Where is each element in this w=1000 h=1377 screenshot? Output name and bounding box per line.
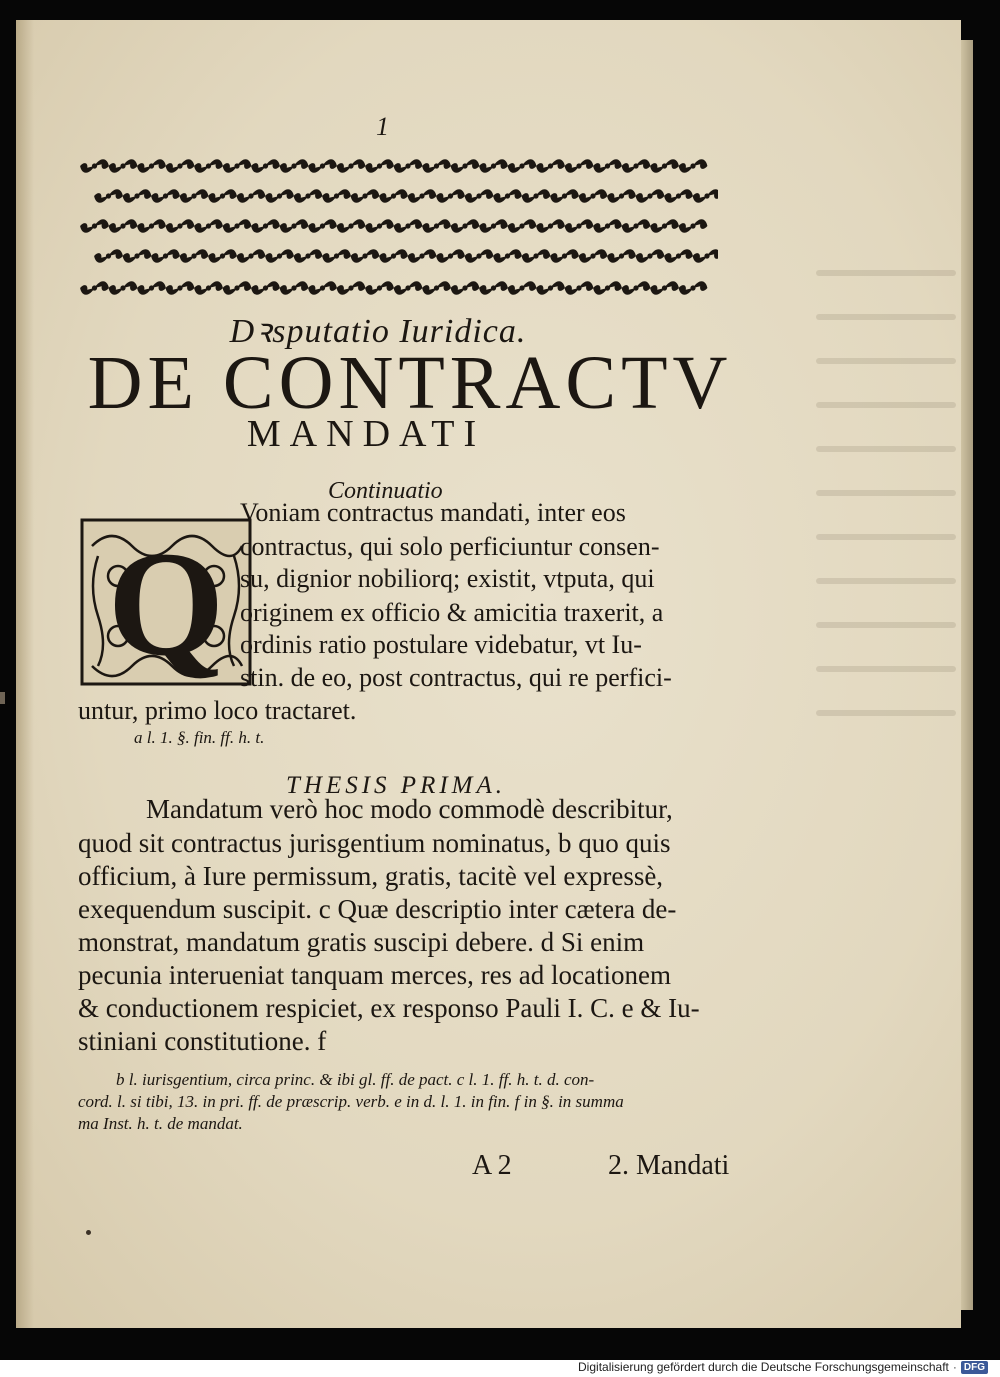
decorated-initial-q — [78, 516, 254, 688]
intro-line: contractus, qui solo perficiuntur consen- — [240, 532, 660, 561]
thesis-line: exequendum suscipit. c Quæ descriptio inter cætera de- — [78, 894, 677, 924]
thesis-line: & conductionem respiciet, ex responso Pauli I. C. e & Iu- — [78, 993, 700, 1023]
show-through-text — [816, 270, 956, 790]
intro-line: untur, primo loco tractaret. — [78, 696, 357, 725]
initial-letter: Q — [107, 521, 225, 687]
footnote-line: cord. l. si tibi, 13. in pri. ff. de præscrip. verb. e in d. l. 1. in fin. f in §. in summa — [78, 1092, 624, 1111]
section-heading-continuatio: Continuatio — [328, 478, 443, 504]
fleuron-headpiece-ornament — [78, 148, 718, 310]
thesis-line: monstrat, mandatum gratis suscipi debere. d Si enim — [78, 927, 645, 957]
main-title-line2: MANDATI — [246, 413, 486, 455]
thesis-line: stiniani constitutione. f — [78, 1026, 327, 1056]
page-gutter-shadow — [16, 20, 34, 1328]
intro-line: originem ex officio & amicitia traxerit, a — [240, 598, 664, 627]
thesis-line: quod sit contractus jurisgentium nominatus, b quo quis — [78, 828, 671, 858]
disputation-subtitle: Dꝛsputatio Iuridica. — [229, 313, 527, 350]
footnote-line: ma Inst. h. t. de mandat. — [78, 1114, 243, 1133]
catchword: 2. Mandati — [608, 1150, 730, 1181]
intro-line: stin. de eo, post contractus, qui re perfici- — [240, 663, 672, 692]
digitization-credit: Digitalisierung gefördert durch die Deutsche Forschungsgemeinschaft · DFG — [578, 1359, 988, 1375]
binding-mark — [0, 692, 5, 704]
ink-speck — [86, 1230, 91, 1235]
thesis-heading: THESIS PRIMA. — [286, 772, 507, 799]
thesis-line: Mandatum verò hoc modo commodè describitur, — [146, 794, 673, 824]
intro-line: Voniam contractus mandati, inter eos — [240, 498, 626, 527]
intro-line: su, dignior nobiliorq; existit, vtputa, qui — [240, 564, 655, 593]
main-title: DE CONTRACTV — [87, 341, 733, 425]
footnote-a: a l. 1. §. fin. ff. h. t. — [134, 728, 265, 747]
footnote-line: b l. iurisgentium, circa princ. & ibi gl. ff. de pact. c l. 1. ff. h. t. d. con- — [116, 1070, 595, 1089]
thesis-line: pecunia interueniat tanquam merces, res ad locationem — [78, 960, 671, 990]
credit-text: Digitalisierung gefördert durch die Deutsche Forschungsgemeinschaft — [578, 1360, 949, 1374]
thesis-line: officium, à Iure permissum, gratis, tacitè vel expressè, — [78, 861, 664, 891]
dfg-logo-icon: DFG — [961, 1361, 988, 1374]
page-number: 1 — [376, 112, 389, 141]
book-page — [16, 20, 961, 1328]
signature-mark: A 2 — [472, 1150, 512, 1181]
intro-line: ordinis ratio postulare videbatur, vt Iu- — [240, 630, 642, 659]
page-fore-edge — [961, 40, 973, 1310]
